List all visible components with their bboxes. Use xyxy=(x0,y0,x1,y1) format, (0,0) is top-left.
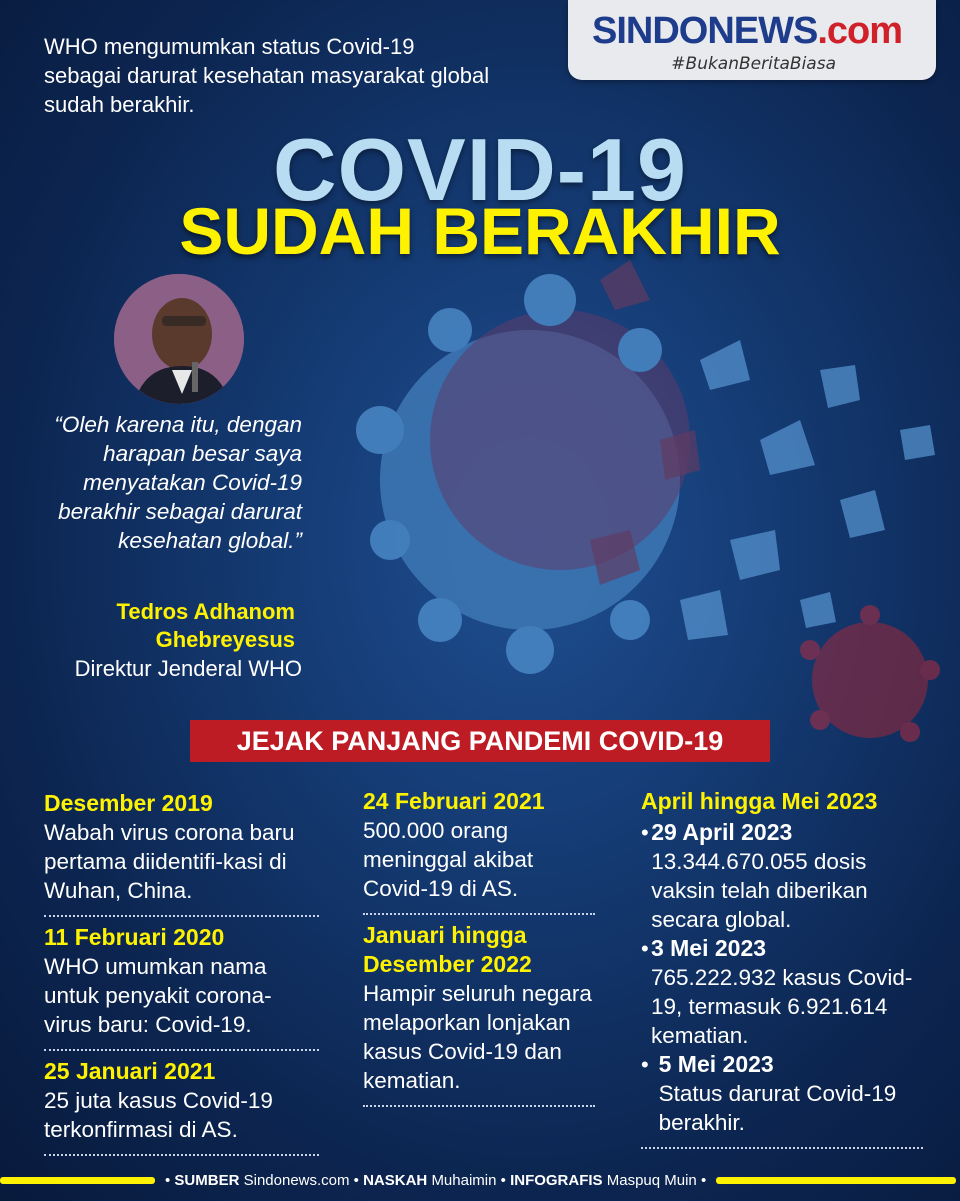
timeline-date: 29 April 2023 xyxy=(651,819,793,845)
timeline-entry xyxy=(44,1057,319,1156)
timeline-entry xyxy=(44,789,319,917)
timeline-desc: 13.344.670.055 dosis vaksin telah diberikan secara global. xyxy=(651,849,868,932)
footer-line-right xyxy=(716,1177,956,1184)
brand-logo-box xyxy=(568,0,936,80)
timeline-subheading: April hingga Mei 2023 xyxy=(641,788,878,814)
timeline-date: 25 Januari 2021 xyxy=(44,1058,216,1084)
source-value: Sindonews.com xyxy=(243,1171,350,1189)
timeline-entry xyxy=(363,921,595,1107)
bullet-dot-icon: • xyxy=(641,936,649,961)
timeline-heading: JEJAK PANJANG PANDEMI COVID-19 xyxy=(190,720,770,762)
timeline-entry xyxy=(363,787,595,915)
timeline-desc: Hampir seluruh negara melaporkan lonjakan kasus Covid-19 dan kematian. xyxy=(363,981,592,1093)
timeline-desc: WHO umumkan nama untuk penyakit corona-virus baru: Covid-19. xyxy=(44,954,272,1037)
logo-main-text: SINDONEWS xyxy=(592,10,818,52)
intro-text: WHO mengumumkan status Covid-19 sebagai darurat kesehatan masyarakat global sudah berakhir. xyxy=(44,34,490,117)
timeline-desc: 765.222.932 kasus Covid-19, termasuk 6.921.614 kematian. xyxy=(650,965,913,1048)
brand-tagline: #BukanBeritaBiasa xyxy=(671,54,836,74)
timeline-column-1 xyxy=(44,789,319,1162)
timeline-date: Januari hingga Desember 2022 xyxy=(363,922,532,977)
quote-text: “Oleh karena itu, dengan harapan besar saya menyatakan Covid-19 berakhir sebagai darurat kesehatan global.” xyxy=(54,412,302,553)
footer-text: • SUMBER Sindonews.com • NASKAH Muhaimin • INFOGRAFIS Maspuq Muin • xyxy=(165,1171,707,1189)
graphic-value: Maspuq Muin xyxy=(606,1171,697,1189)
timeline-column-3 xyxy=(641,787,923,1155)
logo-suffix-text: .com xyxy=(817,10,903,52)
writer-value: Muhaimin xyxy=(431,1171,497,1189)
footer-credits xyxy=(0,1166,960,1194)
main-subtitle: SUDAH BERAKHIR xyxy=(179,194,781,268)
timeline-date: 24 Februari 2021 xyxy=(363,788,545,814)
speaker-portrait xyxy=(114,274,244,404)
timeline-date: 11 Februari 2020 xyxy=(44,924,225,950)
writer-label: NASKAH xyxy=(363,1171,428,1189)
timeline-desc: 25 juta kasus Covid-19 terkonfirmasi di AS. xyxy=(44,1088,273,1142)
timeline-desc: 500.000 orang meninggal akibat Covid-19 di AS. xyxy=(363,818,534,901)
virus-illustration xyxy=(300,240,960,760)
timeline-entry xyxy=(44,923,319,1051)
bullet-dot-icon: • xyxy=(641,820,649,845)
footer-line-left xyxy=(0,1177,155,1184)
source-label: SUMBER xyxy=(174,1171,240,1189)
graphic-label: INFOGRAFIS xyxy=(510,1171,603,1189)
bullet-dot-icon: • xyxy=(641,1052,649,1077)
speaker-name: Tedros Adhanom Ghebreyesus xyxy=(116,599,295,652)
timeline-desc: Wabah virus corona baru pertama diidentifi-kasi di Wuhan, China. xyxy=(44,820,295,903)
timeline-date: 5 Mei 2023 xyxy=(658,1051,774,1077)
timeline-date: 3 Mei 2023 xyxy=(650,935,767,961)
timeline-bullet-list xyxy=(641,818,923,1149)
timeline-bullet-item xyxy=(641,934,923,1050)
timeline-column-2 xyxy=(363,787,595,1113)
speaker-role: Direktur Jenderal WHO xyxy=(74,656,302,681)
main-title: COVID-19 xyxy=(273,120,687,219)
timeline-bullet-item xyxy=(641,818,923,934)
timeline-bullet-item xyxy=(641,1050,923,1137)
timeline-date: Desember 2019 xyxy=(44,790,213,816)
brand-logo xyxy=(592,10,902,53)
timeline-desc: Status darurat Covid-19 berakhir. xyxy=(658,1081,897,1135)
